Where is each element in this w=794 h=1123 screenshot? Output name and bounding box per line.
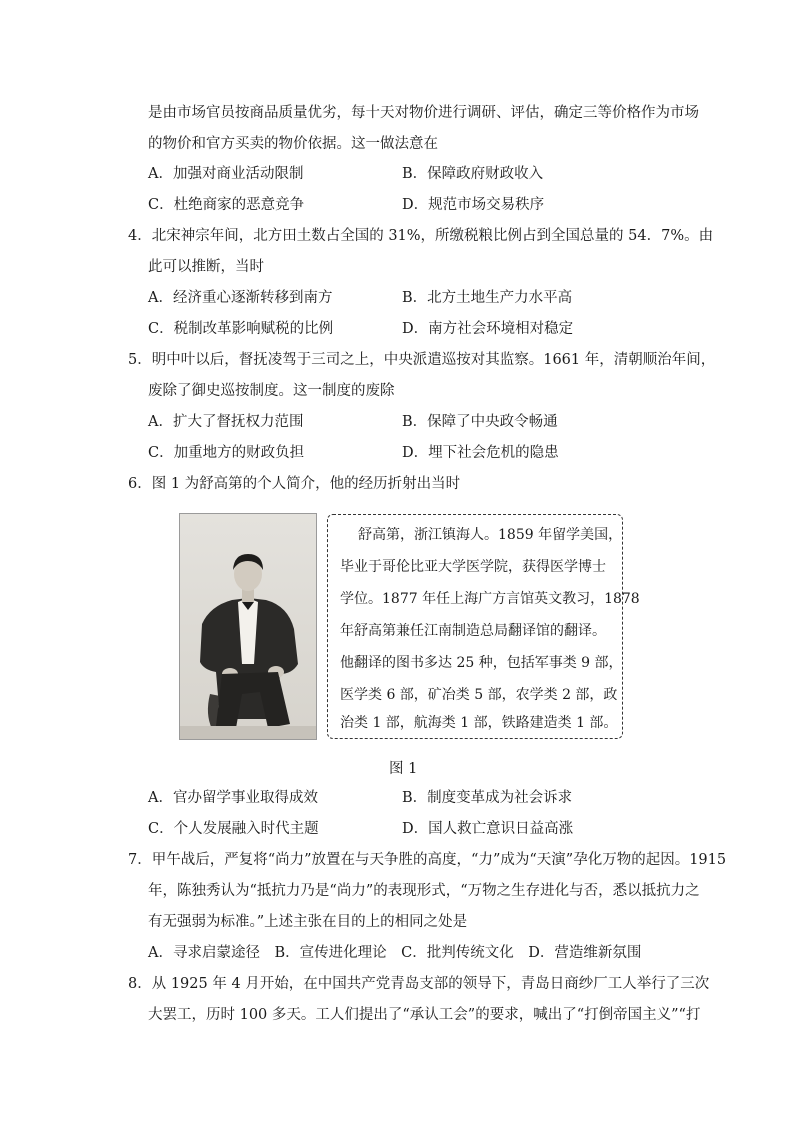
bio-line-3: 学位。1877 年任上海广方言馆英文教习，1878 bbox=[340, 591, 640, 607]
q3-option-b[interactable]: B．保障政府财政收入 bbox=[402, 166, 544, 182]
q5-line-1: 5．明中叶以后，督抚凌驾于三司之上，中央派遣巡按对其监察。1661 年，清朝顺治年间， bbox=[128, 352, 716, 368]
bio-line-2: 毕业于哥伦比亚大学医学院，获得医学博士 bbox=[340, 559, 606, 575]
portrait-photo bbox=[179, 513, 317, 740]
figure-caption: 图 1 bbox=[389, 761, 418, 777]
bio-line-4: 年舒高第兼任江南制造总局翻译馆的翻译。 bbox=[340, 623, 606, 639]
q5-option-c[interactable]: C．加重地方的财政负担 bbox=[148, 445, 305, 461]
q8-line-2: 大罢工，历时 100 多天。工人们提出了“承认工会”的要求，喊出了“打倒帝国主义”“打 bbox=[148, 1007, 701, 1023]
q6-option-c[interactable]: C．个人发展融入时代主题 bbox=[148, 821, 319, 837]
q4-option-a[interactable]: A．经济重心逐渐转移到南方 bbox=[148, 290, 333, 306]
q6-option-b[interactable]: B．制度变革成为社会诉求 bbox=[402, 790, 573, 806]
q6-option-a[interactable]: A．官办留学事业取得成效 bbox=[148, 790, 318, 806]
q7-line-1: 7．甲午战后，严复将“尚力”放置在与天争胜的高度，“力”成为“天演”孕化万物的起因。1915 bbox=[128, 852, 727, 868]
q4-option-c[interactable]: C．税制改革影响赋税的比例 bbox=[148, 321, 334, 337]
q3-line-1: 是由市场官员按商品质量优劣，每十天对物价进行调研、评估，确定三等价格作为市场 bbox=[148, 105, 699, 121]
q5-line-2: 废除了御史巡按制度。这一制度的废除 bbox=[148, 383, 395, 399]
q3-line-2: 的物价和官方买卖的物价依据。这一做法意在 bbox=[148, 136, 438, 152]
biography-box bbox=[327, 514, 640, 739]
q6-line-1: 6．图 1 为舒高第的个人简介，他的经历折射出当时 bbox=[128, 476, 461, 492]
q5-option-b[interactable]: B．保障了中央政令畅通 bbox=[402, 414, 558, 430]
bio-line-5: 他翻译的图书多达 25 种，包括军事类 9 部， bbox=[340, 655, 623, 671]
q3-option-a[interactable]: A．加强对商业活动限制 bbox=[148, 166, 304, 182]
q6-option-d[interactable]: D．国人救亡意识日益高涨 bbox=[402, 821, 574, 837]
portrait-illustration bbox=[180, 514, 316, 739]
q5-option-d[interactable]: D．埋下社会危机的隐患 bbox=[402, 445, 559, 461]
bio-line-6: 医学类 6 部，矿冶类 5 部，农学类 2 部，政 bbox=[340, 687, 618, 703]
q3-option-c[interactable]: C．杜绝商家的恶意竞争 bbox=[148, 197, 305, 213]
q7-line-3: 有无强弱为标准。”上述主张在目的上的相同之处是 bbox=[148, 914, 468, 930]
q4-line-2: 此可以推断，当时 bbox=[148, 259, 264, 275]
q5-option-a[interactable]: A．扩大了督抚权力范围 bbox=[148, 414, 304, 430]
q4-option-d[interactable]: D．南方社会环境相对稳定 bbox=[402, 321, 574, 337]
q4-option-b[interactable]: B．北方土地生产力水平高 bbox=[402, 290, 573, 306]
q7-line-2: 年，陈独秀认为“抵抗力乃是“尚力”的表现形式，“万物之生存进化与否，悉以抵抗力之 bbox=[148, 883, 700, 899]
q4-line-1: 4．北宋神宗年间，北方田土数占全国的 31%，所缴税粮比例占到全国总量的 54．7%。由 bbox=[128, 228, 714, 244]
bio-line-7: 治类 1 部，航海类 1 部，铁路建造类 1 部。 bbox=[340, 715, 618, 731]
bio-line-1: 舒高第，浙江镇海人。1859 年留学美国， bbox=[358, 527, 623, 543]
q7-options[interactable]: A．寻求启蒙途径 B．宣传进化理论 C．批判传统文化 D．营造维新氛围 bbox=[148, 945, 642, 961]
q3-option-d[interactable]: D．规范市场交易秩序 bbox=[402, 197, 545, 213]
q8-line-1: 8．从 1925 年 4 月开始，在中国共产党青岛支部的领导下，青岛日商纱厂工人举行了三次 bbox=[128, 976, 710, 992]
